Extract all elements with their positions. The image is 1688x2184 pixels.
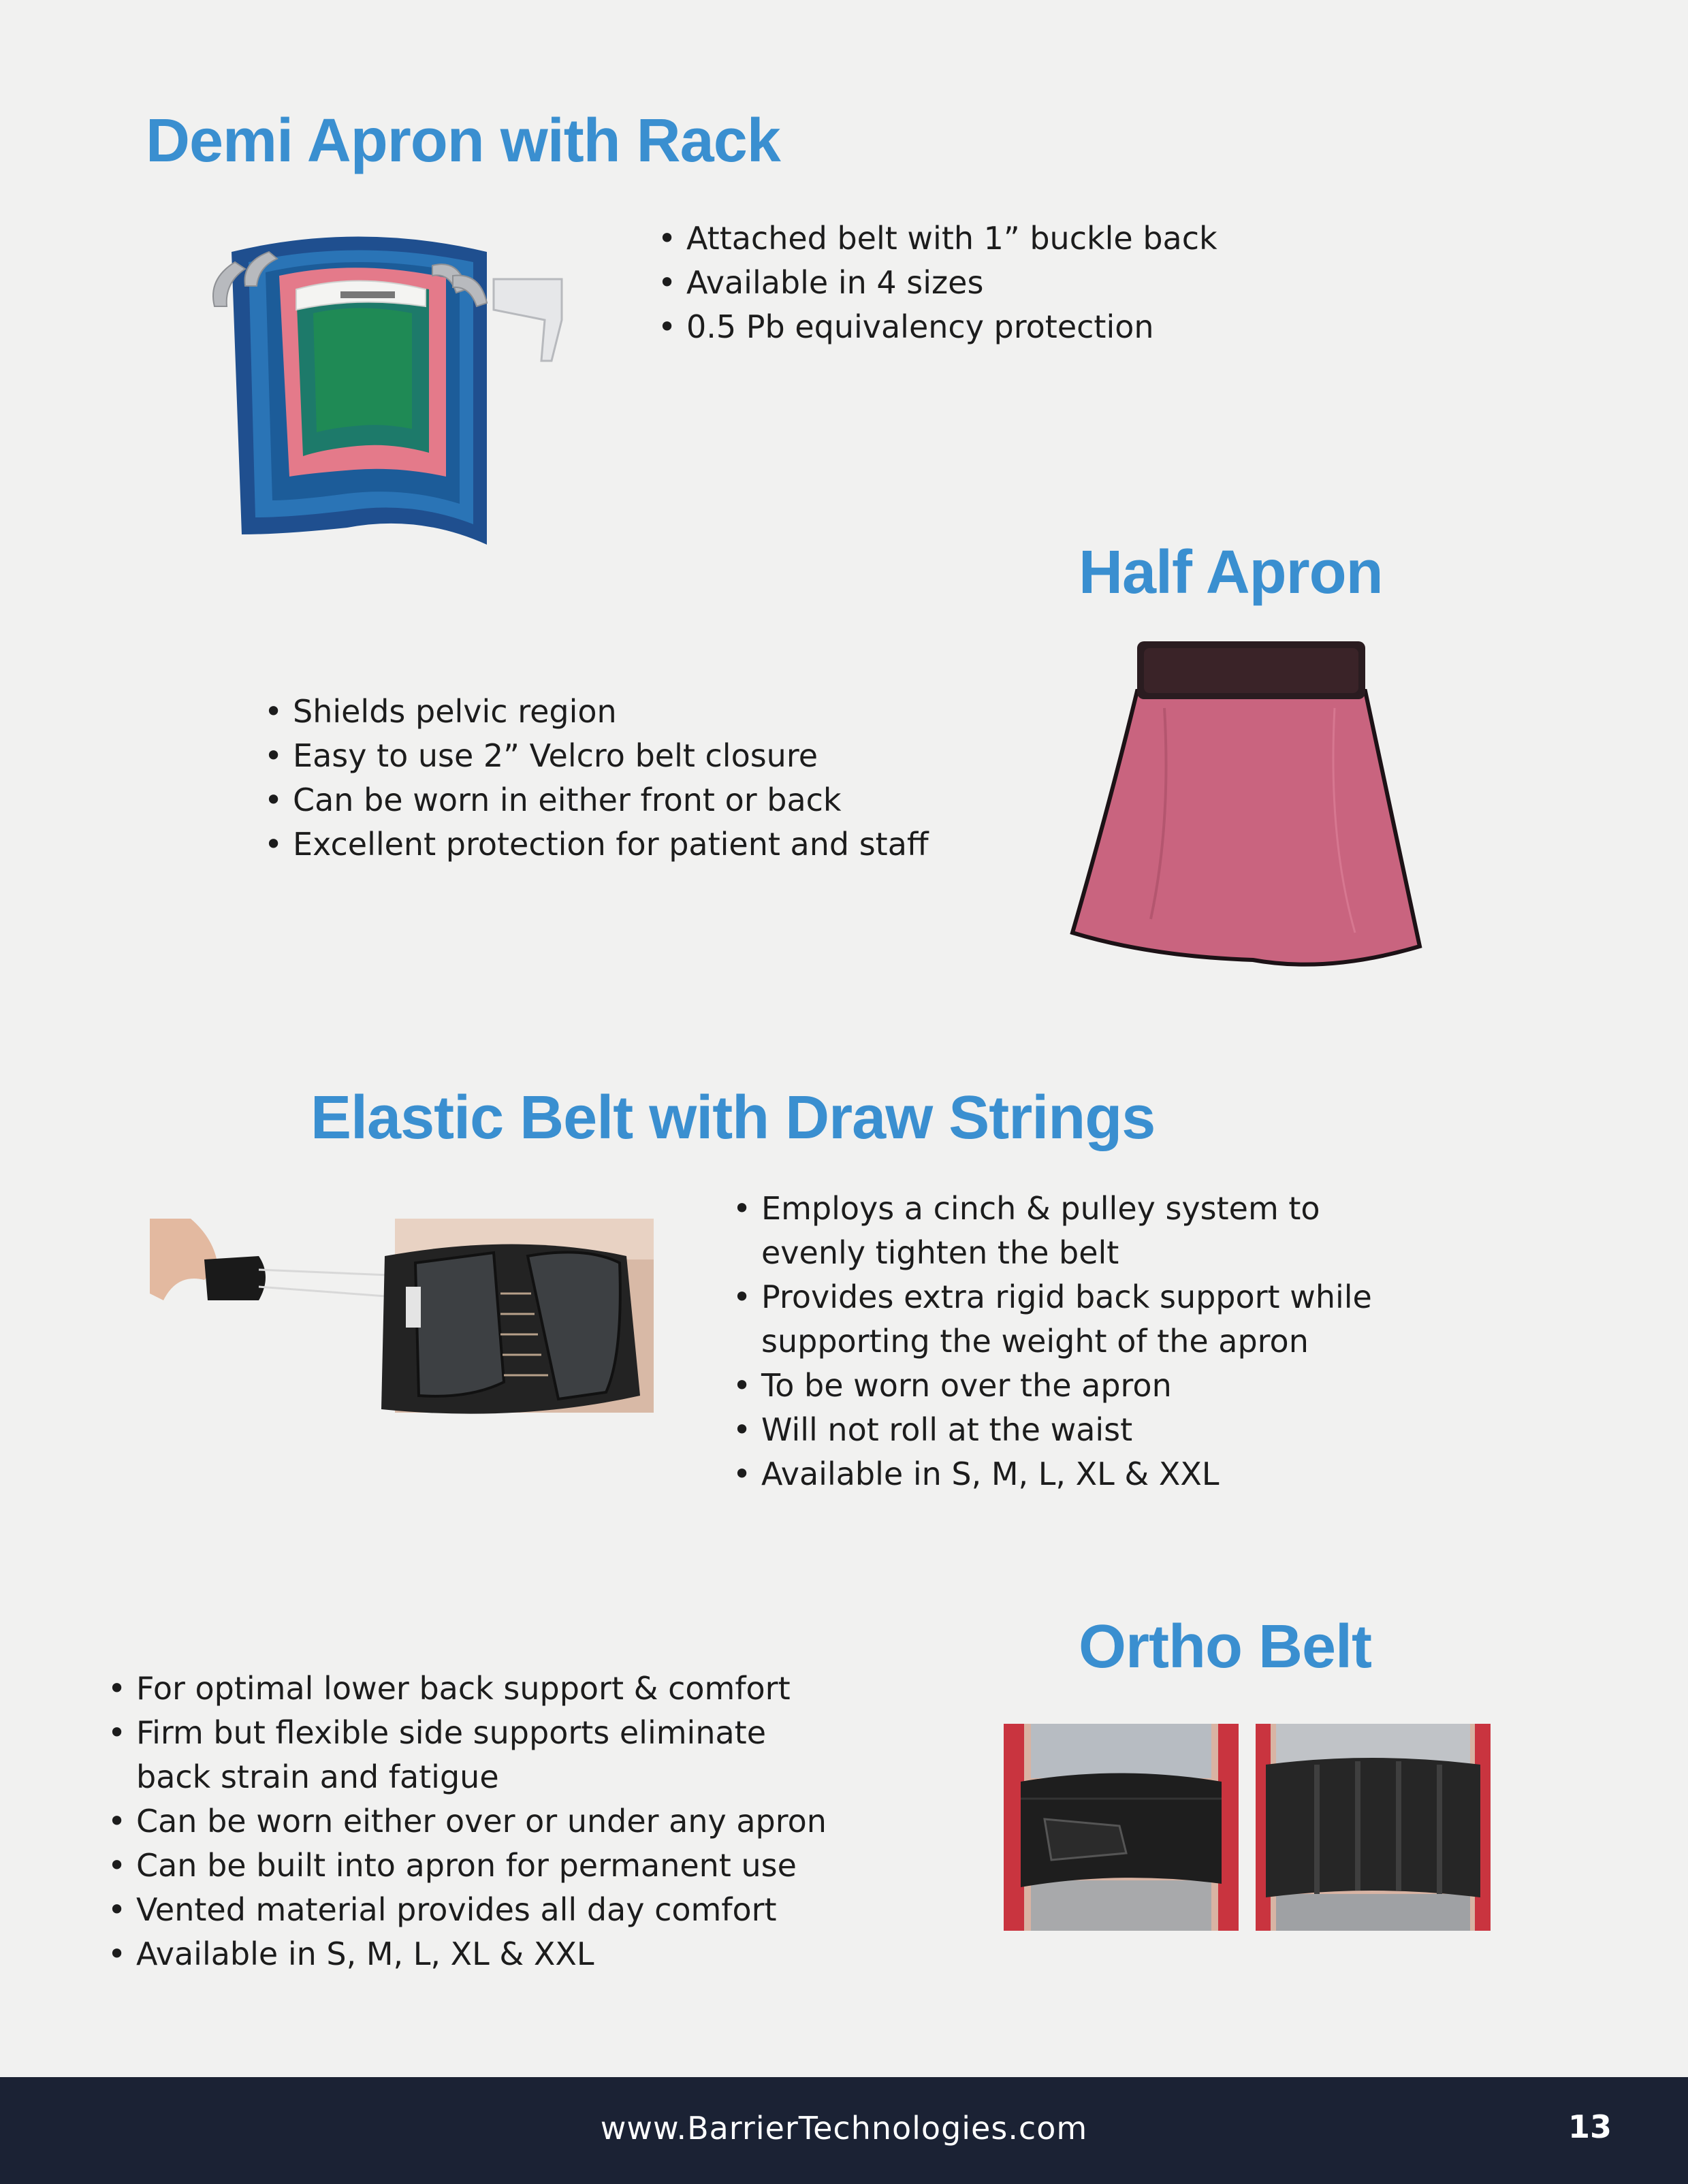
demi-apron-title: Demi Apron with Rack (146, 107, 780, 175)
half-apron-image (1069, 633, 1423, 967)
list-item: • Shields pelvic region (263, 690, 929, 734)
list-item: back strain and fatigue (136, 1759, 499, 1795)
list-item: • Available in 4 sizes (656, 261, 1217, 305)
list-item: • Excellent protection for patient and staff (263, 822, 929, 867)
footer-bar (0, 2077, 1688, 2184)
list-item: • Available in S, M, L, XL & XXL (731, 1452, 1372, 1496)
ortho-belt-front-image (1004, 1724, 1239, 1931)
elastic-belt-image (150, 1219, 654, 1416)
list-item: • To be worn over the apron (731, 1364, 1372, 1408)
website-url[interactable]: www.BarrierTechnologies.com (600, 2110, 1088, 2147)
page-number: 13 (1567, 2108, 1612, 2145)
list-item: • For optimal lower back support & comfort (106, 1667, 827, 1711)
half-apron-features (263, 690, 929, 867)
elastic-belt-features (731, 1187, 1372, 1496)
list-item: • Easy to use 2” Velcro belt closure (263, 734, 929, 778)
list-item: • Employs a cinch & pulley system to (731, 1187, 1372, 1231)
list-item: • Firm but flexible side supports eliminate (106, 1711, 827, 1755)
list-item: • Attached belt with 1” buckle back (656, 216, 1217, 261)
half-apron-title: Half Apron (1079, 539, 1383, 607)
list-item: • Vented material provides all day comfort (106, 1888, 827, 1932)
list-item: • Will not roll at the waist (731, 1408, 1372, 1452)
ortho-belt-features (106, 1667, 827, 1976)
elastic-belt-title: Elastic Belt with Draw Strings (310, 1084, 1156, 1152)
demi-apron-rack-image (194, 225, 569, 579)
list-item: • Available in S, M, L, XL & XXL (106, 1932, 827, 1976)
list-item: • Can be worn in either front or back (263, 778, 929, 822)
list-item: • 0.5 Pb equivalency protection (656, 305, 1217, 349)
ortho-belt-title: Ortho Belt (1079, 1613, 1371, 1681)
demi-apron-features (656, 216, 1217, 349)
list-item: • Provides extra rigid back support while (731, 1275, 1372, 1319)
list-item: supporting the weight of the apron (761, 1323, 1309, 1360)
list-item: • Can be worn either over or under any apron (106, 1799, 827, 1844)
list-item: evenly tighten the belt (761, 1234, 1119, 1271)
ortho-belt-back-image (1256, 1724, 1491, 1931)
list-item: • Can be built into apron for permanent use (106, 1844, 827, 1888)
